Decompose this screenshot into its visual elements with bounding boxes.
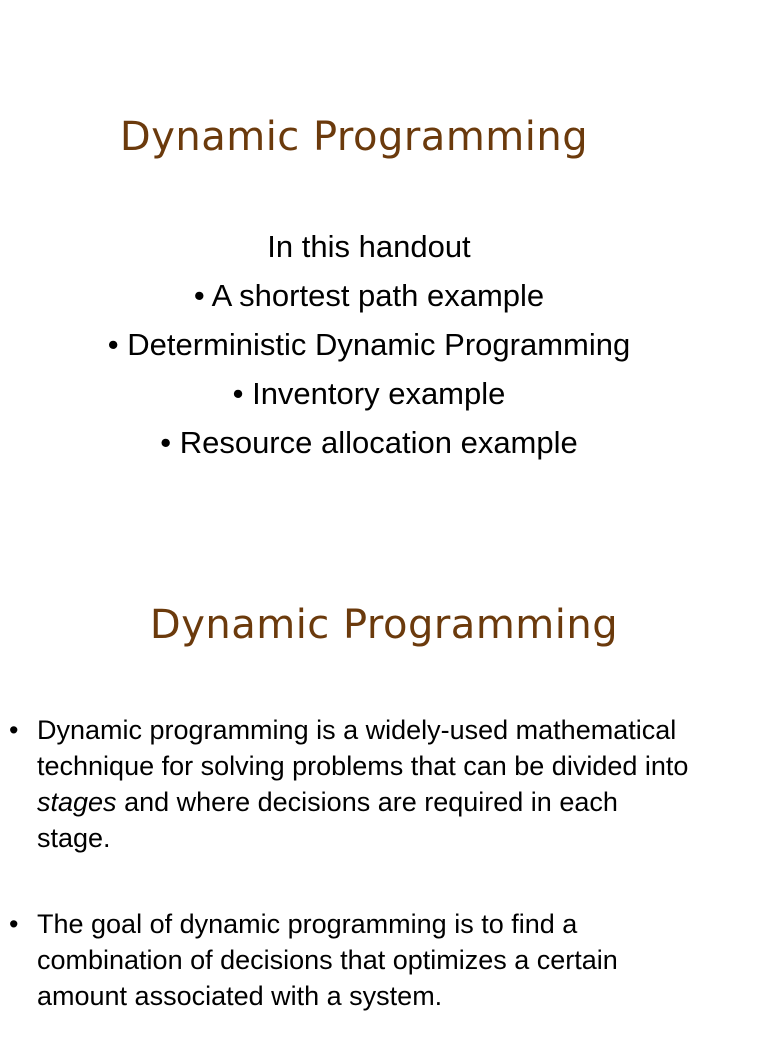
- bullet-line: stage.: [37, 823, 111, 853]
- bullet-line: amount associated with a system.: [37, 981, 443, 1011]
- bullet-list: [0, 712, 768, 1064]
- bullet-item: [0, 906, 768, 1014]
- outline-item: • Resource allocation example: [160, 425, 578, 460]
- bullet-line: The goal of dynamic programming is to find a: [37, 909, 578, 939]
- slide-1: [0, 0, 768, 512]
- bullet-line: combination of decisions that optimizes a certain: [37, 945, 618, 975]
- outline-heading: In this handout: [267, 229, 471, 264]
- bullet-line: Dynamic programming is a widely-used mathematical: [37, 715, 677, 745]
- bullet-line: [37, 784, 768, 820]
- emphasis-text: stages: [37, 787, 117, 817]
- bullet-line: technique for solving problems that can be divided into: [37, 751, 689, 781]
- outline-item: • Deterministic Dynamic Programming: [107, 327, 631, 362]
- slide-1-title: Dynamic Programming: [119, 114, 589, 160]
- outline-item: • Inventory example: [232, 376, 506, 411]
- bullet-item: [0, 712, 768, 856]
- bullet-line-rest: and where decisions are required in each: [116, 787, 618, 817]
- slide-2: [0, 512, 768, 1024]
- bullet-marker: •: [9, 909, 19, 939]
- bullet-marker: •: [9, 715, 19, 745]
- handout-outline: [0, 222, 738, 467]
- slide-2-title: Dynamic Programming: [149, 602, 619, 648]
- outline-item: • A shortest path example: [193, 278, 545, 313]
